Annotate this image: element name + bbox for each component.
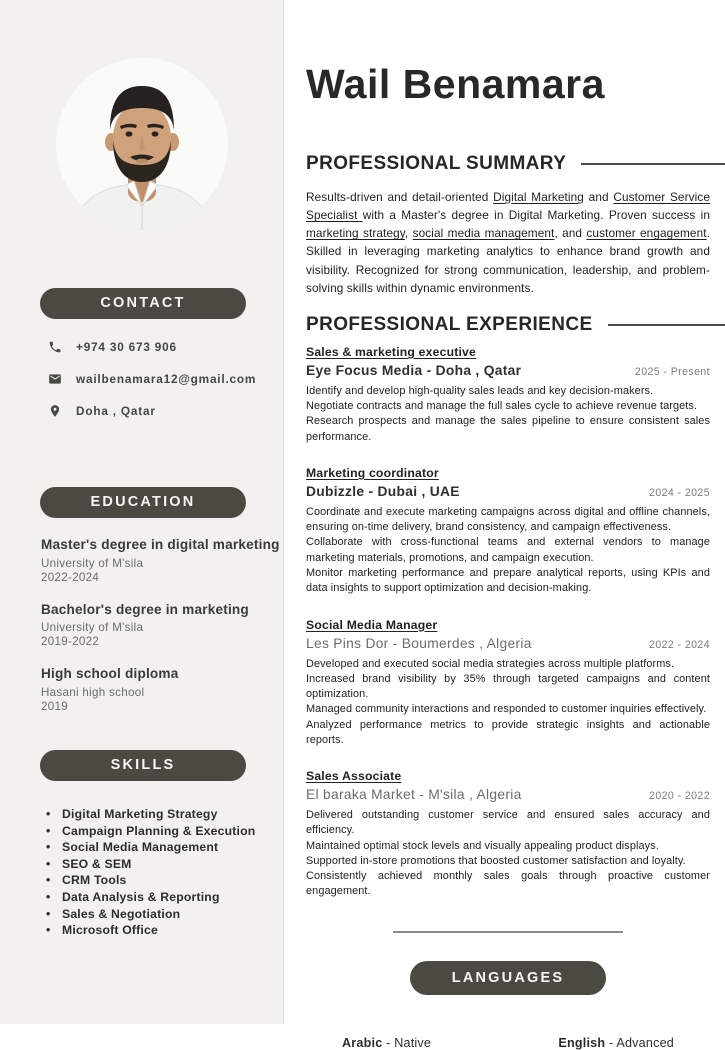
sidebar [0, 0, 284, 1024]
envelope-icon [48, 372, 62, 386]
summary-segment-underlined: customer engagement [586, 226, 707, 241]
job-detail-line: Identify and develop high-quality sales leads and key decision-makers. [306, 384, 654, 397]
job-detail-line: Supported in-store promotions that boosted customer satisfaction and loyalty. [306, 854, 686, 867]
skills-list [46, 806, 283, 939]
summary-section-heading [306, 153, 710, 175]
job-entry [306, 769, 710, 900]
education-years: 2019 [41, 700, 68, 714]
job-company: El baraka Market - M'sila , Algeria [306, 787, 522, 803]
degree-title: High school diploma [41, 666, 179, 682]
job-details [306, 657, 710, 749]
contact-item-phone [48, 340, 283, 354]
job-detail-line: Increased brand visibility by 35% through targeted campaigns and content optimization. [306, 672, 710, 701]
job-dates: 2020 - 2022 [649, 790, 710, 803]
job-details [306, 505, 710, 597]
skills-section-header [40, 750, 246, 781]
job-details [306, 384, 710, 445]
job-detail-line: Developed and executed social media strategies across multiple platforms. [306, 657, 675, 670]
job-title: Sales & marketing executive [306, 344, 477, 359]
education-entry [41, 536, 283, 584]
degree-title: Master's degree in digital marketing [41, 537, 280, 552]
skill-item: • Digital Marketing Strategy [46, 806, 283, 823]
experience-heading-label: PROFESSIONAL EXPERIENCE [306, 313, 593, 335]
degree-title: Bachelor's degree in marketing [41, 601, 249, 617]
job-company: Dubizzle - Dubai , UAE [306, 483, 460, 499]
job-detail-line: Collaborate with cross-functional teams and external vendors to manage marketing materials, promotions, and campaign execution. [306, 536, 710, 564]
job-title: Sales Associate [306, 769, 402, 784]
language-separator: - [608, 1035, 614, 1050]
job-detail-line: Maintained optimal stock levels and visually appealing product displays. [306, 839, 659, 852]
summary-segment-underlined: Customer Service Specialist [306, 189, 710, 223]
experience-section-heading [306, 314, 710, 336]
job-details [306, 808, 710, 900]
phone-icon [48, 340, 62, 354]
job-company: Eye Focus Media - Doha , Qatar [306, 362, 522, 378]
contact-item-email [48, 372, 283, 386]
job-company-row [306, 787, 710, 802]
contact-item-location [48, 404, 283, 418]
job-dates: 2022 - 2024 [649, 638, 710, 651]
job-title: Social Media Manager [306, 617, 438, 632]
school-name: University of M'sila [41, 556, 144, 570]
education-years: 2022-2024 [41, 570, 100, 584]
summary-segment: . Skilled in leveraging marketing analytics to enhance brand growth and visibility. Recognized for strong communication, leadership, and problem-solving skills within dynamic environments. [306, 226, 710, 295]
job-entry [306, 466, 710, 597]
languages-divider [393, 931, 623, 933]
job-title: Marketing coordinator [306, 465, 439, 480]
language-level: Advanced [616, 1035, 674, 1050]
education-entry [41, 665, 283, 713]
language-separator: - [386, 1035, 391, 1050]
language-item [558, 1036, 674, 1050]
summary-heading-label: PROFESSIONAL SUMMARY [306, 152, 567, 174]
language-item [342, 1036, 431, 1050]
job-detail-line: Analyzed performance metrics to provide strategic insights and actionable reports. [306, 718, 710, 746]
portrait-illustration [56, 58, 228, 230]
skill-item: • Sales & Negotiation [46, 906, 283, 923]
summary-segment: and [583, 189, 614, 204]
education-years: 2019-2022 [41, 635, 100, 649]
job-detail-line: Managed community interactions and responded to customer inquiries effectively. [306, 703, 707, 716]
skill-item: • CRM Tools [46, 872, 283, 889]
job-company-row [306, 636, 710, 651]
summary-paragraph [306, 188, 710, 297]
job-detail-line: Consistently achieved monthly sales goals through proactive customer engagement. [306, 870, 710, 898]
school-name: Hasani high school [41, 686, 145, 700]
languages-row [306, 1036, 710, 1050]
job-detail-line: Research prospects and manage the sales pipeline to ensure consistent sales performance. [306, 415, 710, 443]
job-company-row [306, 484, 710, 499]
school-name: University of M'sila [41, 621, 144, 635]
education-entry [41, 601, 283, 649]
skill-item: • Social Media Management [46, 839, 283, 856]
section-rule [608, 324, 725, 326]
summary-segment: , and [554, 226, 587, 241]
job-entry [306, 345, 710, 445]
skill-item: • Campaign Planning & Execution [46, 823, 283, 840]
summary-segment: with a Master's degree in Digital Marketing. Proven success in [362, 208, 710, 223]
education-header-label: EDUCATION [90, 494, 196, 510]
location-pin-icon [48, 404, 62, 418]
job-detail-line: Coordinate and execute marketing campaigns across digital and offline channels, ensuring on-time delivery, brand consistency, and campaign effectiveness. [306, 505, 710, 534]
job-detail-line: Monitor marketing performance and prepare analytical reports, using KPIs and data insights to support optimization and decision-making. [306, 566, 710, 595]
job-detail-line: Negotiate contracts and manage the full sales cycle to achieve revenue targets. [306, 400, 698, 413]
education-section-header [40, 487, 246, 518]
email-address: wailbenamara12@gmail.com [76, 372, 257, 386]
job-dates: 2024 - 2025 [649, 486, 710, 499]
job-dates: 2025 - Present [634, 365, 710, 378]
languages-section-header [410, 961, 606, 995]
summary-segment: Results-driven and detail-oriented [306, 189, 494, 204]
summary-segment-underlined: Digital Marketing [493, 189, 584, 204]
location-text: Doha , Qatar [76, 404, 156, 418]
contact-section-header [40, 288, 246, 319]
contact-list [48, 340, 283, 418]
skill-item: • SEO & SEM [46, 856, 283, 873]
summary-segment-underlined: marketing strategy [306, 226, 405, 241]
profile-photo [56, 58, 228, 230]
skill-item: • Microsoft Office [46, 922, 283, 939]
name-heading: Wail Benamara [306, 61, 605, 107]
phone-number: +974 30 673 906 [76, 340, 177, 354]
language-name: English [558, 1035, 606, 1050]
summary-segment: , [404, 226, 413, 241]
job-detail-line: Delivered outstanding customer service and ensured sales accuracy and efficiency. [306, 809, 710, 837]
skills-header-label: SKILLS [110, 757, 176, 774]
main-content [284, 0, 725, 1050]
summary-segment-underlined: social media management [412, 226, 555, 241]
job-company: Les Pins Dor - Boumerdes , Algeria [306, 635, 532, 651]
skill-item: • Data Analysis & Reporting [46, 889, 283, 906]
job-company-row [306, 363, 710, 378]
languages-header-label: LANGUAGES [451, 969, 565, 986]
education-list [41, 536, 283, 713]
contact-header-label: CONTACT [100, 295, 186, 311]
language-name: Arabic [342, 1035, 383, 1050]
job-entry [306, 618, 710, 749]
language-level: Native [394, 1035, 432, 1050]
section-rule [581, 163, 725, 165]
